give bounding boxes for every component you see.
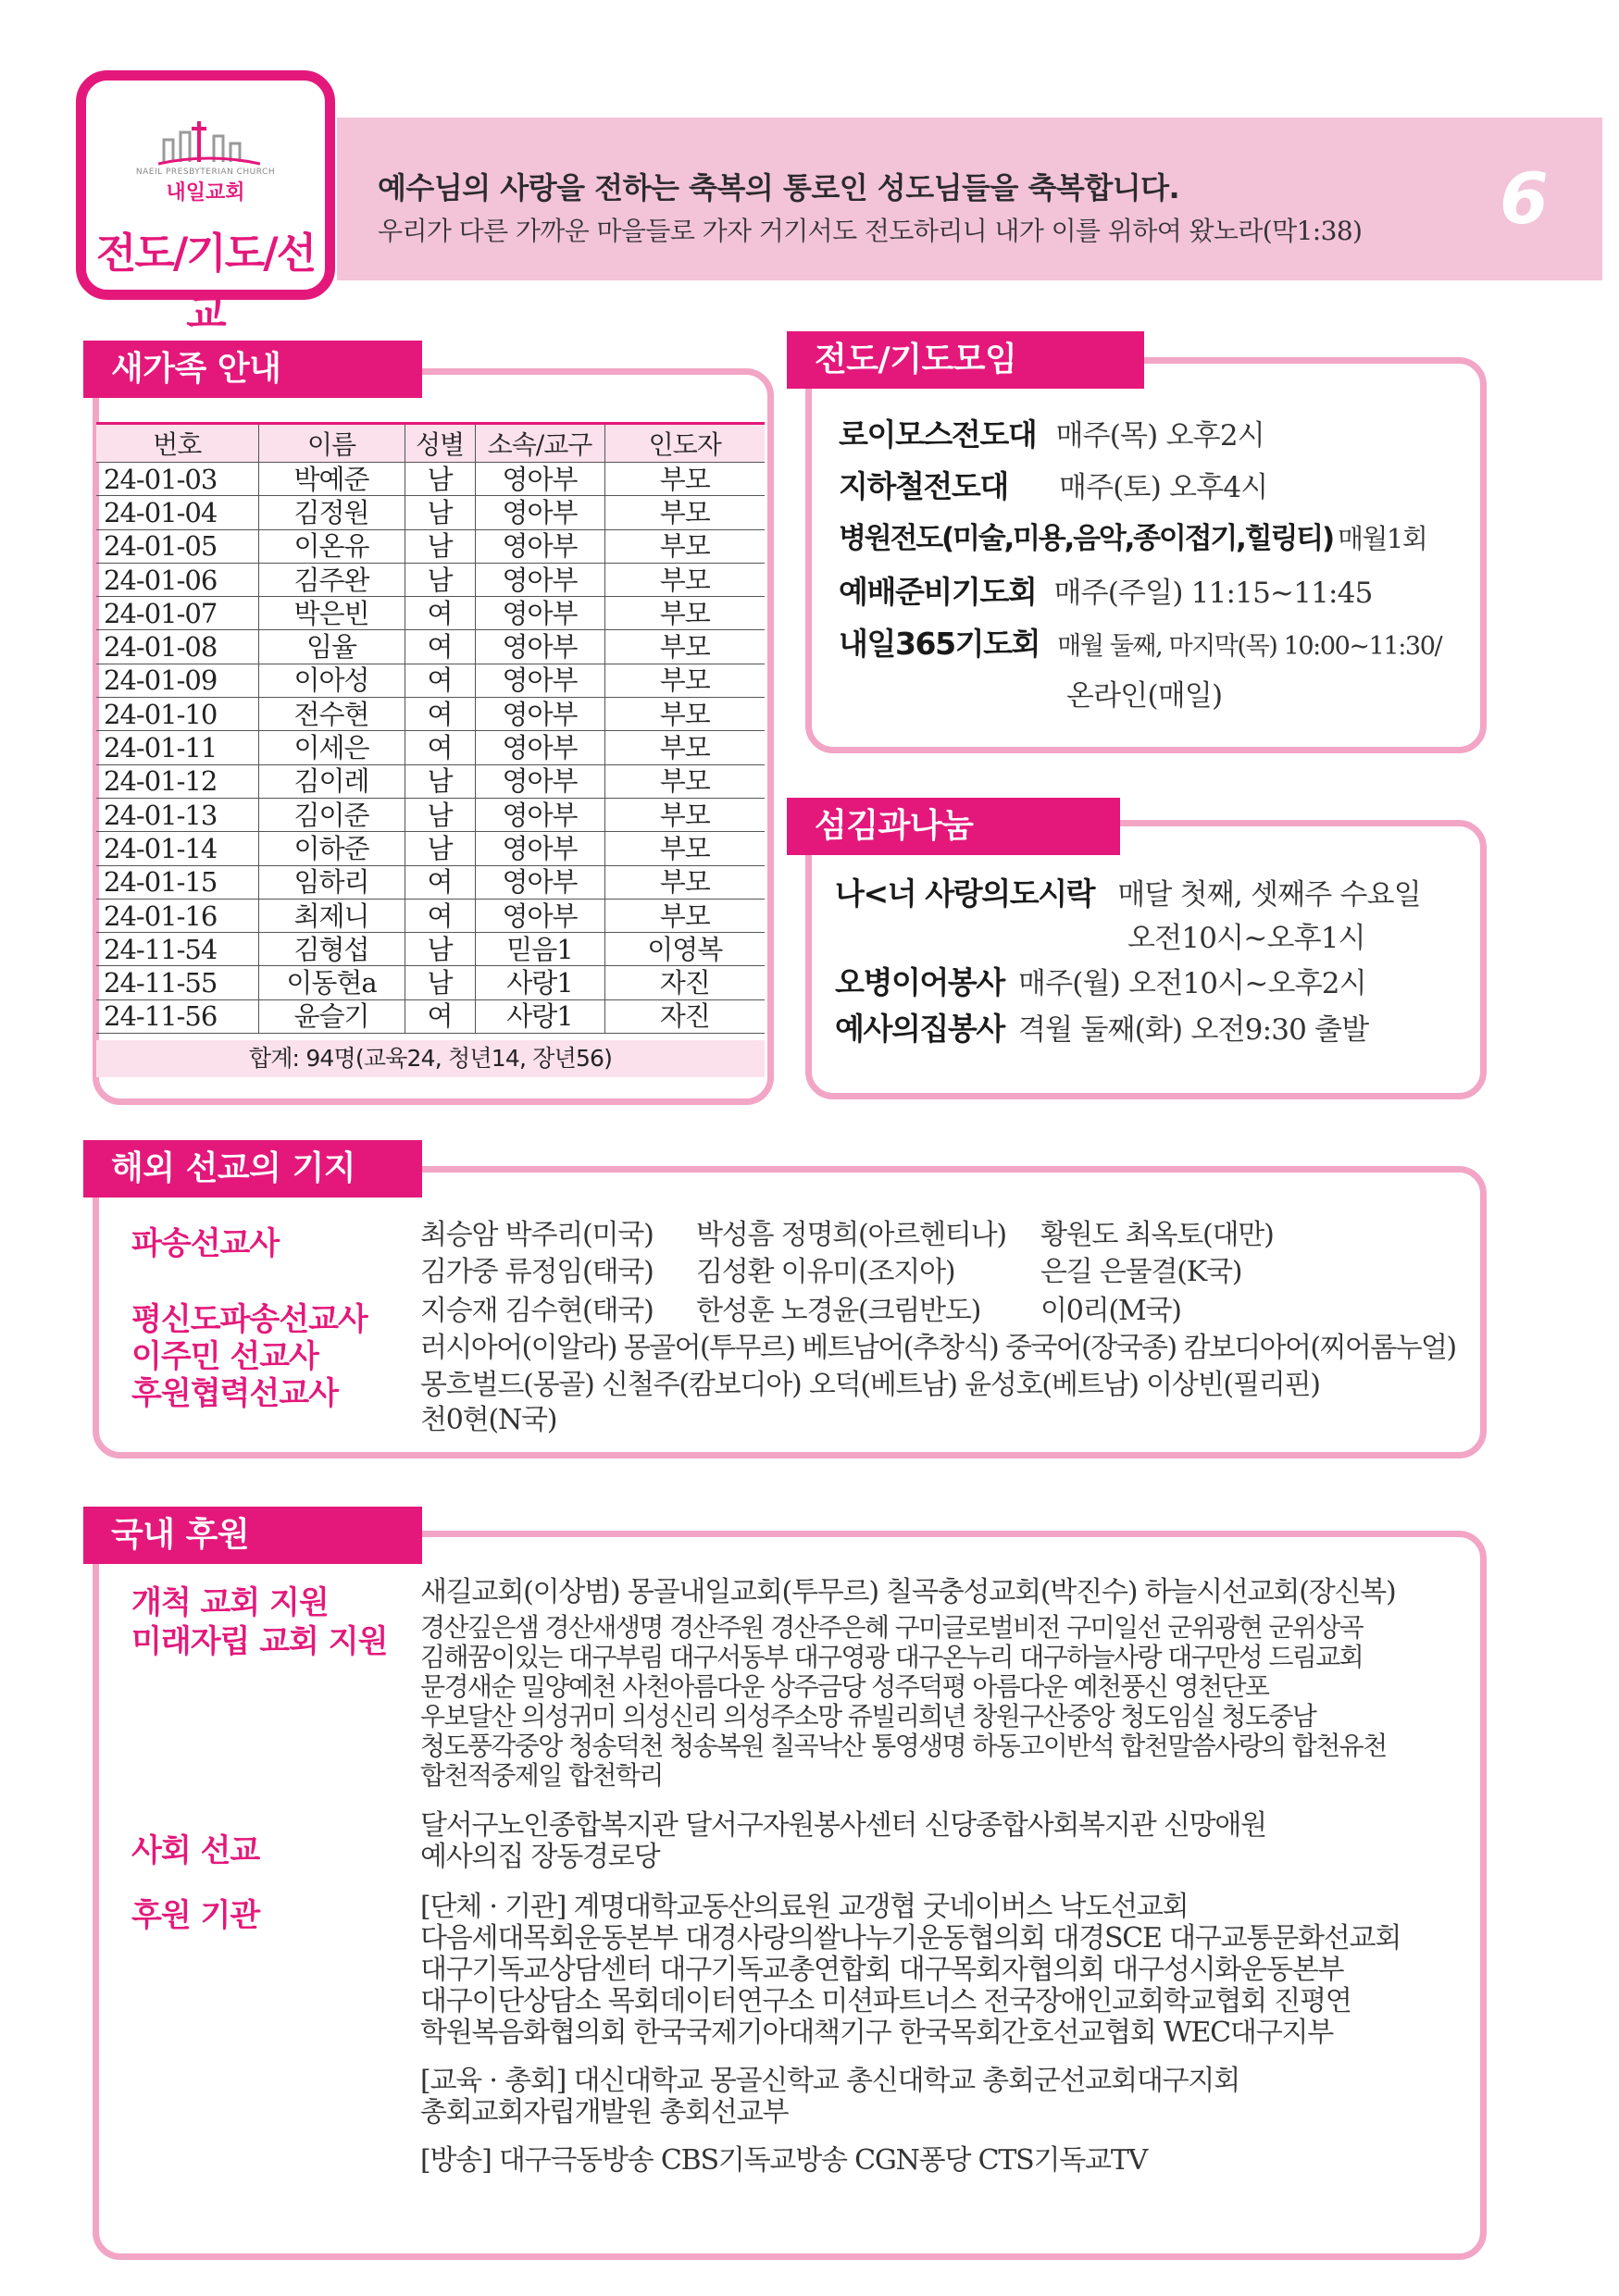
meeting-value: 매주(목) 오후2시 — [1055, 419, 1264, 453]
cell-name: 김정원 — [258, 496, 405, 529]
table-row — [96, 798, 765, 831]
cell-number: 24-01-16 — [96, 899, 258, 932]
new-family-table-body — [96, 463, 765, 1034]
table-row — [96, 731, 765, 764]
cell-name: 이세은 — [258, 731, 405, 764]
cell-group: 영아부 — [475, 899, 604, 932]
cell-name: 김주완 — [258, 563, 405, 596]
serve-label: 오병이어봉사 — [835, 964, 1004, 1000]
cell-name: 임하리 — [258, 865, 405, 899]
serve-title: 섬김과나눔 — [787, 798, 1120, 855]
partner-missionary-label: 후원협력선교사 — [131, 1375, 338, 1412]
table-row — [96, 563, 765, 596]
cell-group: 영아부 — [475, 832, 604, 865]
meeting-label: 예배준비기도회 — [839, 574, 1037, 610]
missionary-name: 이0리(M국) — [1040, 1295, 1181, 1327]
meeting-label: 내일365기도회 — [839, 626, 1040, 662]
cell-name: 임율 — [258, 630, 405, 664]
sponsor-org-label: 후원 기관 — [131, 1897, 260, 1934]
new-family-table — [96, 422, 765, 1034]
table-row — [96, 966, 765, 999]
serve-value: 격월 둘째(화) 오전9:30 출발 — [1017, 1013, 1369, 1047]
cell-number: 24-01-12 — [96, 764, 258, 798]
meeting-item — [839, 411, 1264, 454]
cell-name: 이동현a — [258, 966, 405, 999]
future-church-list: 청도풍각중앙 청송덕천 청송복원 칠곡낙산 통영생명 하동고이반석 합천말씀사랑의 합천유천 — [420, 1731, 1387, 1761]
serve-label: 나<너 사랑의도시락 — [835, 875, 1095, 912]
sponsor-org-list: 대구이단상담소 목회데이터연구소 미션파트너스 전국장애인교회학교협회 진평연 — [420, 1985, 1351, 2017]
cell-guide: 부모 — [604, 463, 765, 496]
cell-number: 24-11-54 — [96, 933, 258, 966]
cell-group: 영아부 — [475, 597, 604, 630]
cell-group: 영아부 — [475, 463, 604, 496]
column-header: 번호 — [96, 424, 258, 463]
table-row — [96, 496, 765, 529]
serve-value-continued: 오전10시~오후1시 — [1127, 922, 1365, 955]
cell-group: 믿음1 — [475, 933, 604, 966]
meeting-value: 매월1회 — [1338, 523, 1427, 554]
future-church-label: 미래자립 교회 지원 — [131, 1623, 388, 1660]
cell-name: 전수현 — [258, 698, 405, 731]
cell-number: 24-01-07 — [96, 597, 258, 630]
cell-number: 24-01-15 — [96, 865, 258, 899]
table-row — [96, 529, 765, 563]
cell-group: 사랑1 — [475, 999, 604, 1033]
serve-value: 매주(월) 오전10시~오후2시 — [1017, 967, 1366, 1000]
table-row — [96, 865, 765, 899]
table-row — [96, 899, 765, 932]
missionary-name: 황원도 최옥토(대만) — [1040, 1219, 1274, 1251]
partner-missionary-list: 천0현(N국) — [420, 1404, 557, 1436]
cell-name: 김형섭 — [258, 933, 405, 966]
cell-number: 24-01-13 — [96, 798, 258, 831]
meeting-item — [839, 620, 1441, 664]
lay-missionary-label: 평신도파송선교사 — [131, 1301, 367, 1338]
logo-subtitle: NAEIL PRESBYTERIAN CHURCH — [135, 168, 276, 177]
cell-number: 24-01-08 — [96, 630, 258, 664]
cell-gender: 남 — [405, 966, 475, 999]
meeting-value: 매월 둘째, 마지막(목) 10:00~11:30/ — [1057, 632, 1442, 661]
cell-guide: 부모 — [604, 630, 765, 664]
meeting-item — [839, 568, 1373, 612]
cell-number: 24-01-05 — [96, 529, 258, 563]
meeting-value-continued: 온라인(매일) — [1066, 679, 1223, 713]
cell-name: 최제니 — [258, 899, 405, 932]
serve-item — [835, 870, 1421, 913]
missionary-name: 지승재 김수현(태국) — [420, 1295, 654, 1327]
domestic-title: 국내 후원 — [83, 1507, 422, 1564]
serve-value: 매달 첫째, 셋째주 수요일 — [1117, 878, 1421, 912]
cell-gender: 남 — [405, 529, 475, 563]
table-row — [96, 698, 765, 731]
meeting-label: 지하철전도대 — [839, 468, 1008, 504]
sponsor-org-list: 다음세대목회운동본부 대경사랑의쌀나누기운동협의회 대경SCE 대구교통문화선교회 — [420, 1922, 1401, 1955]
sponsor-org-list: [단체 · 기관] 계명대학교동산의료원 교갱협 굿네이버스 낙도선교회 — [420, 1891, 1189, 1923]
cell-group: 영아부 — [475, 563, 604, 596]
column-header: 인도자 — [604, 424, 765, 463]
serve-label: 예사의집봉사 — [835, 1011, 1004, 1047]
cell-number: 24-01-04 — [96, 496, 258, 529]
future-church-list: 김해꿈이있는 대구부림 대구서동부 대구영광 대구온누리 대구하늘사랑 대구만성 드림교회 — [420, 1642, 1364, 1672]
table-row — [96, 463, 765, 496]
cell-gender: 여 — [405, 899, 475, 932]
missionary-name: 은길 은물결(K국) — [1040, 1256, 1242, 1288]
cell-number: 24-01-10 — [96, 698, 258, 731]
cell-guide: 자진 — [604, 966, 765, 999]
broadcast-org-list: [방송] 대구극동방송 CBS기독교방송 CGN퐁당 CTS기독교TV — [420, 2144, 1148, 2177]
cell-guide: 부모 — [604, 731, 765, 764]
cell-guide: 부모 — [604, 832, 765, 865]
cell-guide: 부모 — [604, 496, 765, 529]
cell-group: 영아부 — [475, 865, 604, 899]
meeting-label: 병원전도(미술,미용,음악,종이접기,힐링티) — [839, 522, 1333, 555]
future-church-list: 문경새순 밀양예천 사천아름다운 상주금당 성주덕평 아름다운 예천풍신 영천단포 — [420, 1671, 1269, 1702]
cell-gender: 여 — [405, 865, 475, 899]
cell-group: 영아부 — [475, 664, 604, 697]
meetings-title: 전도/기도모임 — [787, 331, 1144, 389]
partner-missionary-list: 몽흐벌드(몽골) 신철주(캄보디아) 오덕(베트남) 윤성호(베트남) 이상빈(필리핀) — [420, 1369, 1320, 1401]
cell-gender: 여 — [405, 698, 475, 731]
cell-number: 24-01-11 — [96, 731, 258, 764]
cell-guide: 이영복 — [604, 933, 765, 966]
table-row — [96, 999, 765, 1033]
social-mission-label: 사회 선교 — [131, 1832, 260, 1869]
missionary-name: 김가중 류정임(태국) — [420, 1256, 654, 1288]
cell-group: 영아부 — [475, 529, 604, 563]
page-number: 6 — [1500, 157, 1549, 240]
cell-number: 24-01-03 — [96, 463, 258, 496]
cell-guide: 부모 — [604, 698, 765, 731]
missionary-name: 최승암 박주리(미국) — [420, 1219, 654, 1251]
cell-name: 이온유 — [258, 529, 405, 563]
cell-number: 24-11-55 — [96, 966, 258, 999]
table-row — [96, 933, 765, 966]
missionary-name: 한성훈 노경윤(크림반도) — [696, 1295, 981, 1327]
cell-gender: 남 — [405, 933, 475, 966]
serve-item — [835, 959, 1366, 1002]
migrant-missionary-label: 이주민 선교사 — [131, 1338, 318, 1375]
meeting-item — [839, 463, 1267, 506]
cell-guide: 부모 — [604, 597, 765, 630]
cell-name: 윤슬기 — [258, 999, 405, 1033]
cell-guide: 부모 — [604, 529, 765, 563]
cell-name: 김이준 — [258, 798, 405, 831]
table-row — [96, 832, 765, 865]
missionary-label: 파송선교사 — [131, 1225, 280, 1262]
cell-group: 영아부 — [475, 764, 604, 798]
page-title: 전도/기도/선교 — [95, 229, 316, 338]
social-mission-list: 예사의집 장동경로당 — [420, 1841, 660, 1873]
cell-gender: 여 — [405, 731, 475, 764]
cell-guide: 부모 — [604, 865, 765, 899]
logo-box — [76, 70, 335, 338]
new-family-title: 새가족 안내 — [83, 341, 422, 398]
meeting-label: 로이모스전도대 — [839, 416, 1037, 453]
future-church-list: 합천적중제일 합천학리 — [420, 1760, 663, 1791]
header-verse: 우리가 다른 가까운 마을들로 가자 거기서도 전도하리니 내가 이를 위하여 왔노라(막1:38) — [378, 216, 1363, 246]
cell-gender: 여 — [405, 999, 475, 1033]
sponsor-org-list: 학원복음화협의회 한국국제기아대책기구 한국목회간호선교협회 WEC대구지부 — [420, 2017, 1334, 2049]
cell-gender: 남 — [405, 463, 475, 496]
cell-guide: 부모 — [604, 664, 765, 697]
serve-item — [835, 1005, 1368, 1049]
sponsor-org-list: 대구기독교상담센터 대구기독교총연합회 대구목회자협의회 대구성시화운동본부 — [420, 1954, 1344, 1986]
cell-gender: 남 — [405, 496, 475, 529]
cell-gender: 남 — [405, 798, 475, 831]
cell-guide: 부모 — [604, 563, 765, 596]
cell-name: 이아성 — [258, 664, 405, 697]
cell-guide: 부모 — [604, 764, 765, 798]
future-church-list: 경산깊은샘 경산새생명 경산주원 경산주은혜 구미글로벌비전 구미일선 군위광현 군위상곡 — [420, 1612, 1364, 1643]
table-row — [96, 630, 765, 664]
cell-gender: 여 — [405, 630, 475, 664]
missionary-name: 박성흠 정명희(아르헨티나) — [696, 1219, 1006, 1251]
cell-gender: 남 — [405, 563, 475, 596]
meeting-value: 매주(토) 오후4시 — [1058, 471, 1268, 504]
cell-number: 24-01-14 — [96, 832, 258, 865]
cell-name: 박예준 — [258, 463, 405, 496]
table-row — [96, 597, 765, 630]
meeting-item — [839, 515, 1426, 556]
cell-gender: 여 — [405, 597, 475, 630]
church-logo-icon — [158, 108, 260, 168]
cell-name: 박은빈 — [258, 597, 405, 630]
cell-number: 24-11-56 — [96, 999, 258, 1033]
cell-group: 영아부 — [475, 731, 604, 764]
cell-group: 영아부 — [475, 798, 604, 831]
church-plant-label: 개척 교회 지원 — [131, 1584, 329, 1621]
table-header-row — [96, 424, 765, 463]
cell-name: 김이레 — [258, 764, 405, 798]
new-family-total: 합계: 94명(교육24, 청년14, 장년56) — [96, 1040, 765, 1077]
table-row — [96, 764, 765, 798]
cell-guide: 자진 — [604, 999, 765, 1033]
cell-number: 24-01-06 — [96, 563, 258, 596]
cell-gender: 남 — [405, 832, 475, 865]
cell-group: 영아부 — [475, 698, 604, 731]
cell-gender: 남 — [405, 764, 475, 798]
logo-name: 내일교회 — [166, 181, 245, 205]
header-headline: 예수님의 사랑을 전하는 축복의 통로인 성도님들을 축복합니다. — [378, 170, 1180, 205]
education-org-list: [교육 · 총회] 대신대학교 몽골신학교 총신대학교 총회군선교회대구지회 — [420, 2065, 1239, 2097]
table-row — [96, 664, 765, 697]
cell-group: 영아부 — [475, 630, 604, 664]
meeting-value: 매주(주일) 11:15~11:45 — [1053, 577, 1373, 610]
cell-group: 사랑1 — [475, 966, 604, 999]
cell-number: 24-01-09 — [96, 664, 258, 697]
cell-guide: 부모 — [604, 899, 765, 932]
column-header: 성별 — [405, 424, 475, 463]
column-header: 이름 — [258, 424, 405, 463]
church-plant-list: 새길교회(이상범) 몽골내일교회(투무르) 칠곡충성교회(박진수) 하늘시선교회(장신복) — [420, 1576, 1396, 1608]
cell-guide: 부모 — [604, 798, 765, 831]
social-mission-list: 달서구노인종합복지관 달서구자원봉사센터 신당종합사회복지관 신망애원 — [420, 1809, 1266, 1842]
cell-gender: 여 — [405, 664, 475, 697]
cell-name: 이하준 — [258, 832, 405, 865]
column-header: 소속/교구 — [475, 424, 604, 463]
migrant-missionary-list: 러시아어(이알라) 몽골어(투무르) 베트남어(추창식) 중국어(장국종) 캄보디아어(찌어롬누얼) — [420, 1332, 1456, 1364]
missionary-name: 김성환 이유미(조지아) — [696, 1256, 955, 1288]
cell-group: 영아부 — [475, 496, 604, 529]
overseas-title: 해외 선교의 기지 — [83, 1140, 422, 1198]
future-church-list: 우보달산 의성귀미 의성신리 의성주소망 쥬빌리희년 창원구산중앙 청도임실 청도중남 — [420, 1701, 1316, 1731]
education-org-list: 총회교회자립개발원 총회선교부 — [420, 2096, 789, 2128]
